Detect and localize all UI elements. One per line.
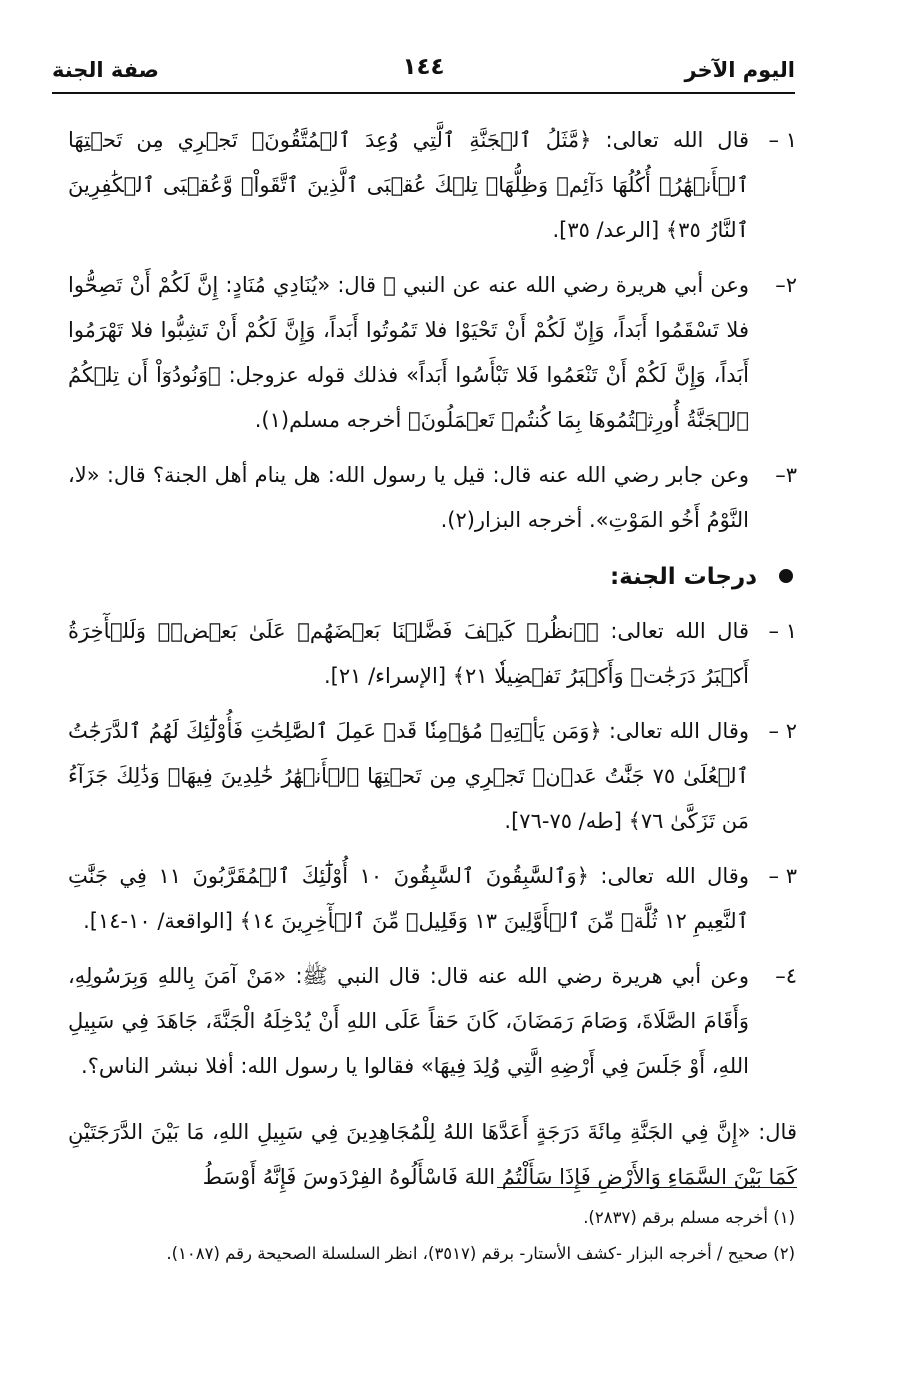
list-item [68, 854, 797, 944]
section-title: درجات الجنة: [609, 564, 757, 590]
bullet-icon [779, 569, 793, 583]
section-heading [68, 557, 797, 597]
item-number: ٣– [775, 463, 797, 487]
list-item [68, 118, 797, 253]
footnote-divider [497, 1187, 797, 1188]
item-text: وعن جابر رضي الله عنه قال: قيل يا رسول الله: هل ينام أهل الجنة؟ قال: «لا، النَّوْمُ أَخُو المَوْتِ». أخرجه البزار(٢). [68, 463, 749, 532]
item-text: وعن أبي هريرة رضي الله عنه عن النبي ﷺ قال: «يُنَادِي مُنَادٍ: إِنَّ لَكُمْ أَنْ تَصِحُّوا فلا تَسْقَمُوا أَبَداً، وَإِنّ لَكُمْ أَنْ تَحْيَوْا فلا تَمُوتُوا أَبَداً، وَإِنَّ لَكُمْ أَنْ تَشِبُّوا فلا تَهْرَمُوا أَبَداً، وَإِنَّ لَكُمْ أَنْ تَنْعَمُوا فَلا تَبْأَسُوا أَبَداً» فذلك قوله عزوجل: ﴿وَنُودُوٓاْ أَن تِلۡكُمُ ٱلۡجَنَّةُ أُورِثۡتُمُوهَا بِمَا كُنتُمۡ تَعۡمَلُونَ﴾ أخرجه مسلم(١). [68, 273, 749, 432]
body-paragraph: قال: «إِنَّ فِي الجَنَّةِ مِائَةَ دَرَجَةٍ أَعَدَّهَا اللهُ لِلْمُجَاهِدِينَ فِي سَبِيلِ اللهِ، مَا بَيْنَ الدَّرَجَتَيْنِ كَمَا بَيْنَ السَّمَاءِ وَالأَرْضِ فَإِذَا سَأَلْتُمُ اللهَ فَاسْأَلُوهُ الفِرْدَوسَ فَإِنَّهُ أَوْسَطُ [68, 1120, 797, 1189]
item-text: وقال الله تعالى: ﴿وَٱلسَّٰبِقُونَ ٱلسَّٰبِقُونَ ١٠ أُوْلَٰٓئِكَ ٱلۡمُقَرَّبُونَ ١١ فِي جَنَّٰتِ ٱلنَّعِيمِ ١٢ ثُلَّةٞ مِّنَ ٱلۡأَوَّلِينَ ١٣ وَقَلِيلٞ مِّنَ ٱلۡأٓخِرِينَ ١٤﴾ [الواقعة/ ١٠-١٤]. [68, 864, 749, 933]
page-body [68, 118, 797, 1200]
page-number: ١٤٤ [402, 54, 445, 80]
item-text: قال الله تعالى: ﴿ٱنظُرۡ كَيۡفَ فَضَّلۡنَا بَعۡضَهُمۡ عَلَىٰ بَعۡضٖۚ وَلَلۡأٓخِرَةُ أَكۡبَرُ دَرَجَٰتٖ وَأَكۡبَرُ تَفۡضِيلٗا ٢١﴾ [الإسراء/ ٢١]. [68, 619, 749, 688]
footnote: (١) أخرجه مسلم برقم (٢٨٣٧). [583, 1208, 795, 1227]
item-number: ١ – [768, 619, 797, 643]
list-item [68, 453, 797, 543]
chapter-title: صفة الجنة [52, 58, 159, 82]
item-number: ٢ – [768, 719, 797, 743]
item-number: ٤– [775, 964, 797, 988]
footnote: (٢) صحيح / أخرجه البزار -كشف الأستار- برقم (٣٥١٧)، انظر السلسلة الصحيحة رقم (١٠٨٧). [166, 1244, 795, 1263]
list-item [68, 709, 797, 844]
list-item [68, 263, 797, 443]
item-text: وعن أبي هريرة رضي الله عنه قال: قال النبي ﷺ: «مَنْ آمَنَ بِاللهِ وَبِرَسُولِهِ، وَأَقَامَ الصَّلَاةَ، وَصَامَ رَمَضَانَ، كَانَ حَقاً عَلَى اللهِ أَنْ يُدْخِلَهُ الْجَنَّةَ، جَاهَدَ فِي سَبِيلِ اللهِ، أَوْ جَلَسَ فِي أَرْضِهِ الَّتِي وُلِدَ فِيهَا» فقالوا يا رسول الله: أفلا نبشر الناس؟. [68, 964, 749, 1078]
page-header [52, 52, 795, 94]
list-item [68, 609, 797, 699]
running-title: اليوم الآخر [684, 58, 795, 82]
item-text: وقال الله تعالى: ﴿وَمَن يَأۡتِهِۦ مُؤۡمِنٗا قَدۡ عَمِلَ ٱلصَّٰلِحَٰتِ فَأُوْلَٰٓئِكَ لَهُمُ ٱلدَّرَجَٰتُ ٱلۡعُلَىٰ ٧٥ جَنَّٰتُ عَدۡنٖ تَجۡرِي مِن تَحۡتِهَا ٱلۡأَنۡهَٰرُ خَٰلِدِينَ فِيهَاۚ وَذَٰلِكَ جَزَآءُ مَن تَزَكَّىٰ ٧٦﴾ [طه/ ٧٥-٧٦]. [68, 719, 749, 833]
footnotes [70, 1200, 795, 1272]
list-item [68, 954, 797, 1089]
item-text: قال الله تعالى: ﴿مَّثَلُ ٱلۡجَنَّةِ ٱلَّتِي وُعِدَ ٱلۡمُتَّقُونَۖ تَجۡرِي مِن تَحۡتِهَا ٱلۡأَنۡهَٰرُۖ أُكُلُهَا دَآئِمٞ وَظِلُّهَاۚ تِلۡكَ عُقۡبَى ٱلَّذِينَ ٱتَّقَواْۚ وَّعُقۡبَى ٱلۡكَٰفِرِينَ ٱلنَّارُ ٣٥﴾ [الرعد/ ٣٥]. [68, 128, 749, 242]
item-number: ٣ – [768, 864, 797, 888]
item-number: ١ – [768, 128, 797, 152]
item-number: ٢– [775, 273, 797, 297]
